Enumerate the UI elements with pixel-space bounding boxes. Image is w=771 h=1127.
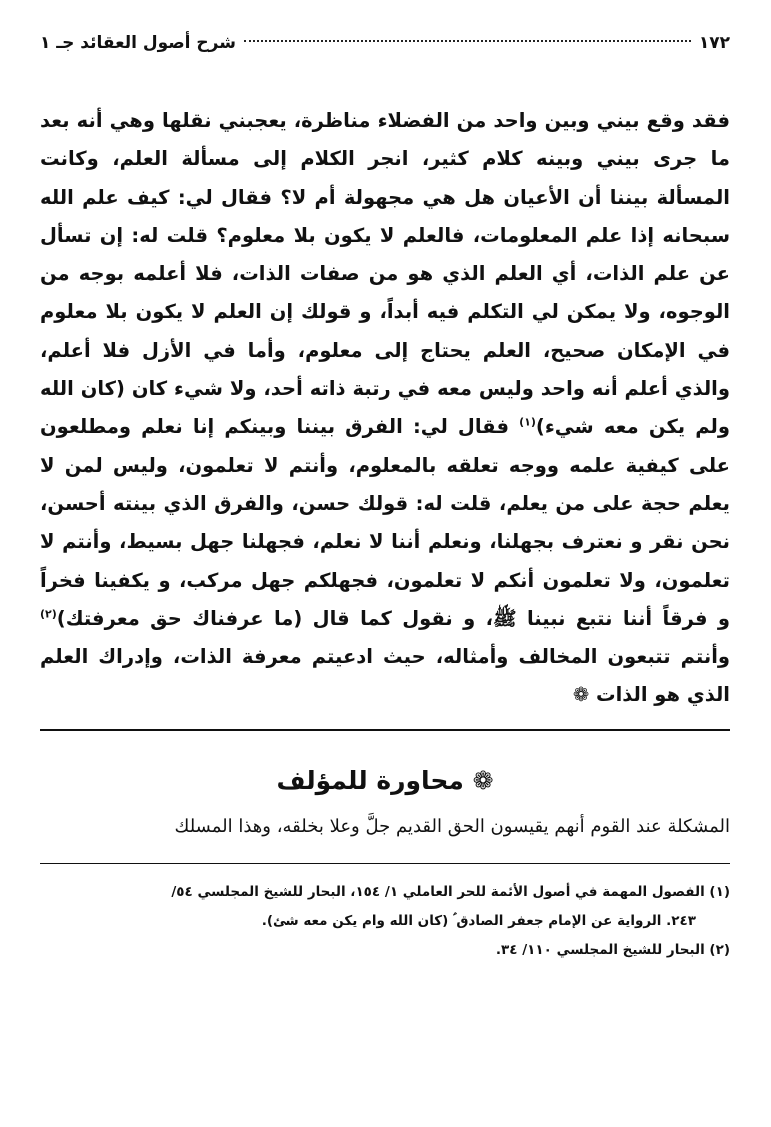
footnotes xyxy=(40,878,730,965)
section-text: المشكلة عند القوم أنهم يقيسون الحق القديم جلَّ وعلا بخلقه، وهذا المسلك xyxy=(174,815,730,837)
footnote-2: (٢) البحار للشيخ المجلسي ١١٠/ ٣٤. xyxy=(495,941,730,958)
book-page xyxy=(40,28,730,965)
paragraph-part-3: وأنتم تتبعون المخالف وأمثاله، حيث ادعيتم معرفة الذات، وإدراك العلم الذي هو الذات ❁ xyxy=(40,645,730,707)
paragraph-part-2: فقال لي: الفرق بيننا وبينكم إنا نعلم ومطلعون على كيفية علمه ووجه تعلقه بالمعلوم، وأنتم لا تعلمون، وليس لمن لا يعلم حجة على من يعلم، قلت له: قولك حسن، والفرق الذي بينته أحسن، نحن نقر و نعترف بجهلنا، ونعلم أننا لا نعلم، فجهلنا جهل بسيط، وأنتم لا تعلمون، ولا تعلمون أنكم لا تعلمون، فجهلكم جهل مركب، و يكفينا فخراً و فرقاً أننا نتبع نبينا ﷺ، و نقول كما قال (ما عرفناك حق معرفتك) xyxy=(40,415,730,630)
section-heading: ❁ محاورة للمؤلف xyxy=(276,765,494,795)
main-paragraph xyxy=(40,102,730,715)
paragraph-part-1: فقد وقع بيني وبين واحد من الفضلاء مناظرة، يعجبني نقلها وهي أنه بعد ما جرى بيني وبينه كلام كثير، انجر الكلام إلى مسألة العلم، وكانت المسألة بيننا أن الأعيان هل هي مجهولة أم لا؟ فقال لي: كيف علم الله سبحانه إذا علم المعلومات، فالعلم لا يكون بلا معلوم؟ قلت له: إن تسأل عن علم الذات، أي العلم الذي هو من صفات الذات، فلا أعلمه بوجه من الوجوه، ولا يمكن لي التكلم فيه أبداً، و قولك إن العلم لا يكون بلا معلوم في الإمكان صحيح، العلم يحتاج إلى معلوم، وأما في الأزل فلا أعلم، والذي أعلم أنه واحد وليس معه في رتبة ذاته أحد، ولا شيء كان (كان الله ولم يكن معه شيء) xyxy=(40,109,730,439)
dotted-leader xyxy=(244,39,691,42)
running-title: شرح أصول العقائد جـ ١ xyxy=(40,33,236,53)
running-header xyxy=(40,28,730,58)
footnote-divider xyxy=(40,863,730,864)
footnote-ref-2[interactable]: (٢) xyxy=(40,607,57,621)
page-number: ١٧٢ xyxy=(698,33,730,53)
footnote-1-line-2: ٢٤٣. الرواية عن الإمام جعفر الصادق ؑ (كان الله وام يكن معه شئ). xyxy=(261,912,696,929)
footnote-ref-1[interactable]: (١) xyxy=(519,415,536,429)
section-divider xyxy=(40,729,730,731)
footnote-1-line-1: (١) الفصول المهمة في أصول الأئمة للحر العاملي ١/ ١٥٤، البحار للشيخ المجلسي ٥٤/ xyxy=(171,883,730,900)
main-text xyxy=(40,102,730,715)
